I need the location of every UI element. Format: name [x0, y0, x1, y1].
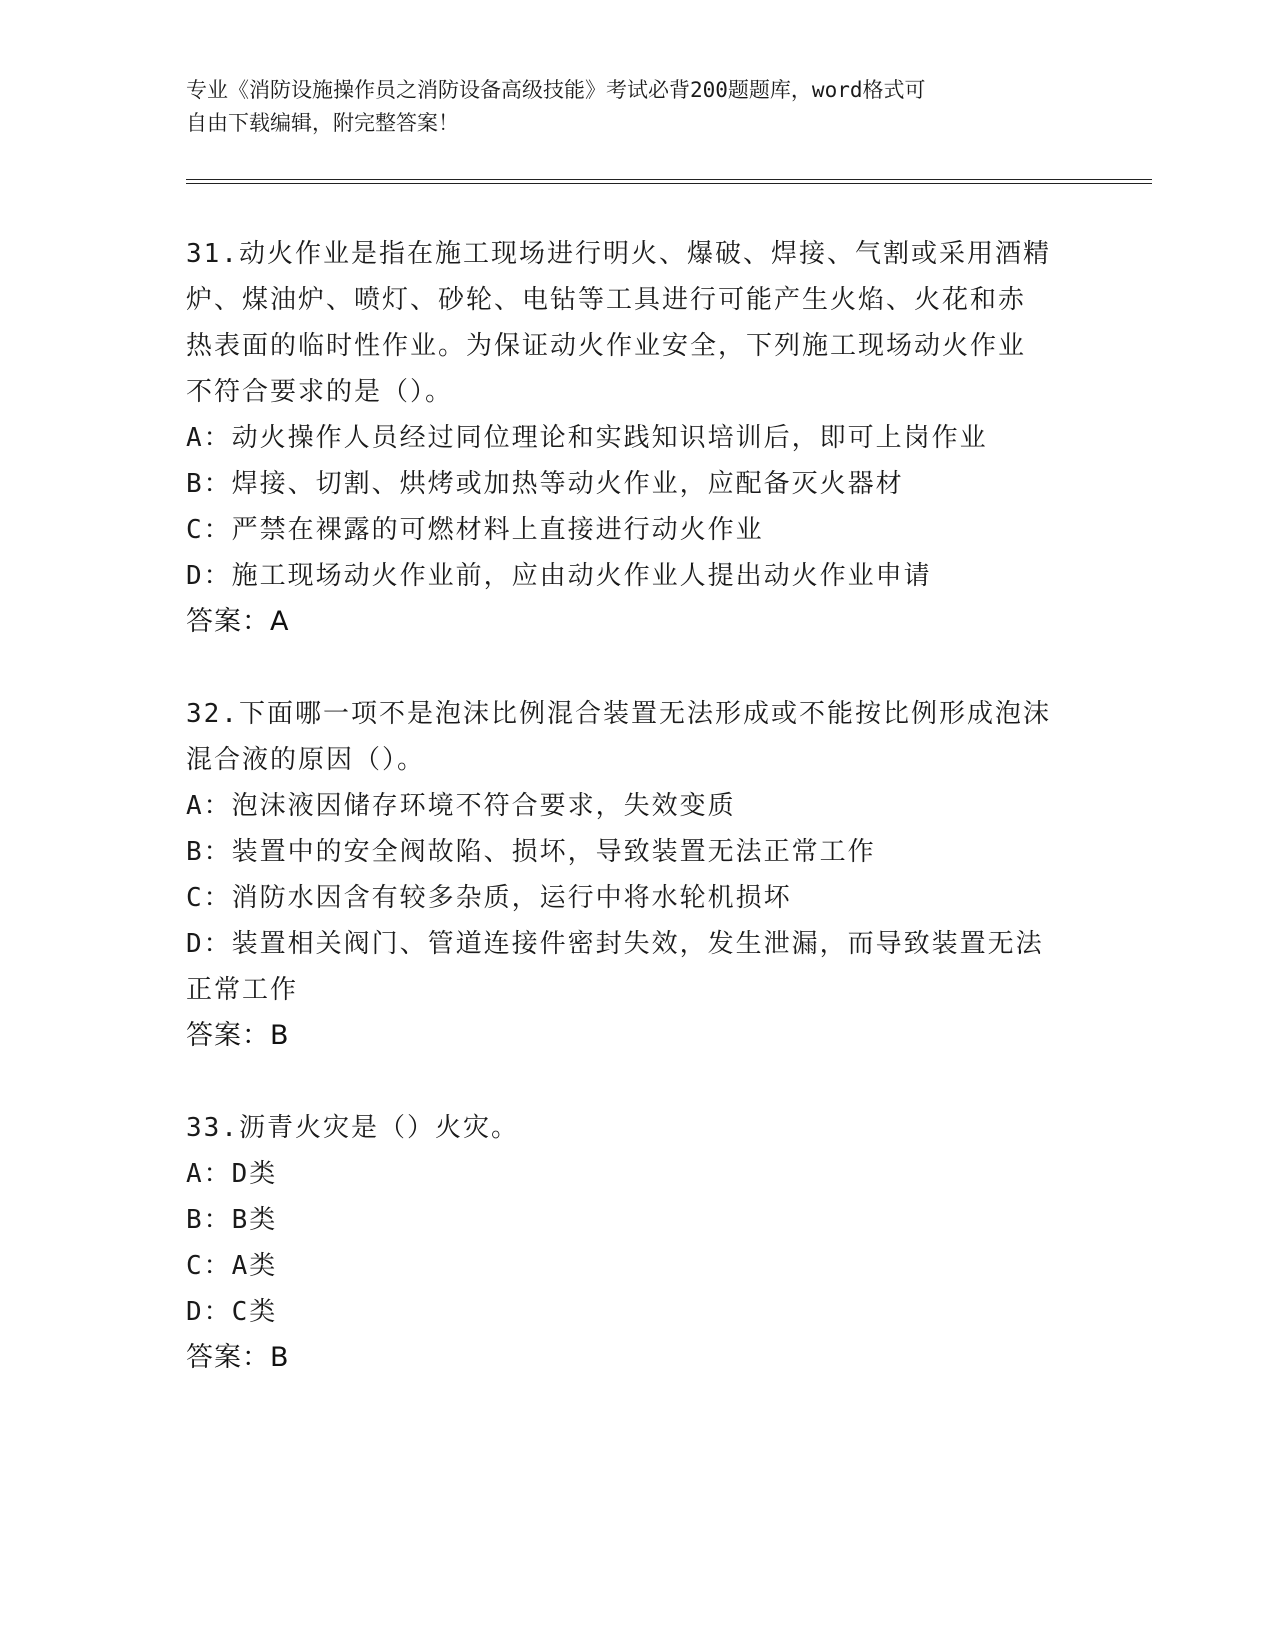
header-divider [186, 183, 1152, 184]
question-31 [186, 231, 1086, 645]
option-b: B：装置中的安全阀故陷、损坏，导致装置无法正常工作 [186, 837, 876, 867]
answer-label: 答案：B [186, 1342, 290, 1373]
option-d: D：C类 [186, 1297, 278, 1327]
question-text: 33.沥青火灾是（）火灾。 [186, 1113, 519, 1143]
question-text: 炉、煤油炉、喷灯、砂轮、电钻等工具进行可能产生火焰、火花和赤 [186, 285, 1027, 315]
question-text: 混合液的原因（）。 [186, 745, 426, 775]
question-text: 不符合要求的是（）。 [186, 377, 454, 407]
question-32 [186, 691, 1086, 1059]
answer-label: 答案：A [186, 606, 290, 637]
answer-label: 答案：B [186, 1020, 290, 1051]
question-list [186, 231, 1086, 1427]
option-b: B：B类 [186, 1205, 278, 1235]
header-line: 自由下载编辑，附完整答案！ [186, 111, 459, 135]
question-text: 32.下面哪一项不是泡沫比例混合装置无法形成或不能按比例形成泡沫 [186, 699, 1051, 729]
option-d: D：施工现场动火作业前，应由动火作业人提出动火作业申请 [186, 561, 932, 591]
option-c: C：A类 [186, 1251, 278, 1281]
option-c: C：严禁在裸露的可燃材料上直接进行动火作业 [186, 515, 764, 545]
option-d: D：装置相关阀门、管道连接件密封失效，发生泄漏，而导致装置无法 [186, 929, 1044, 959]
option-a: A：泡沫液因储存环境不符合要求，失效变质 [186, 791, 736, 821]
question-text: 热表面的临时性作业。为保证动火作业安全，下列施工现场动火作业 [186, 331, 1027, 361]
option-a: A：D类 [186, 1159, 278, 1189]
option-a: A：动火操作人员经过同位理论和实践知识培训后，即可上岗作业 [186, 423, 988, 453]
option-d-continued: 正常工作 [186, 975, 299, 1005]
option-c: C：消防水因含有较多杂质，运行中将水轮机损坏 [186, 883, 792, 913]
question-text: 31.动火作业是指在施工现场进行明火、爆破、焊接、气割或采用酒精 [186, 239, 1051, 269]
header-divider [186, 179, 1152, 180]
option-b: B：焊接、切割、烘烤或加热等动火作业，应配备灭火器材 [186, 469, 904, 499]
document-header [186, 74, 1106, 140]
question-33 [186, 1105, 1086, 1381]
header-line: 专业《消防设施操作员之消防设备高级技能》考试必背200题题库，word格式可 [186, 78, 926, 102]
